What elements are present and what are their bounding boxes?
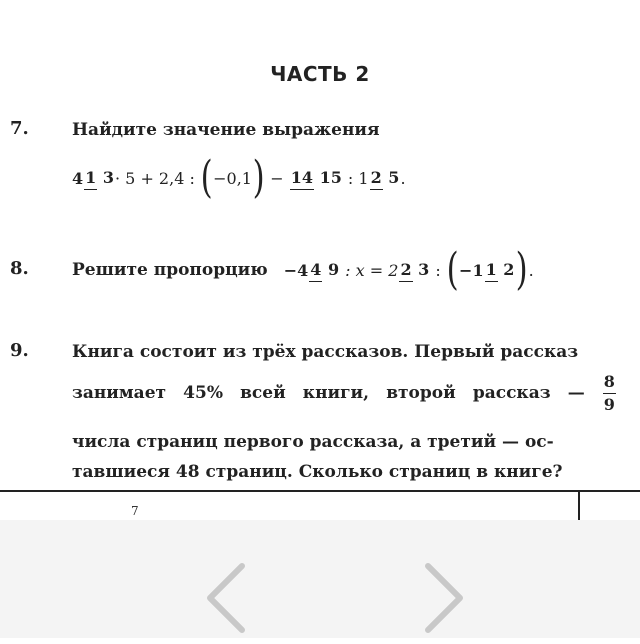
task-7-expression (72, 150, 406, 206)
t8-whole-3: −1 (459, 260, 484, 280)
task-9-line-3: числа страниц первого рассказа, а третий — ос- (72, 432, 554, 452)
task-9-line-4: тавшиеся 48 страниц. Сколько страниц в книге? (72, 462, 563, 482)
task-7-text: Найдите значение выражения (72, 120, 380, 140)
t7-fraction-3 (370, 167, 400, 190)
t9-fraction (603, 371, 616, 416)
t7-left-paren: ( (200, 152, 213, 203)
t8-f1-numerator: 4 (309, 259, 322, 282)
t7-end: . (400, 168, 406, 188)
t9-f-numerator: 8 (603, 371, 616, 394)
t7-fraction-2 (290, 167, 342, 190)
t7-f2-numerator: 14 (290, 167, 314, 190)
task-9-line-1: Книга состоит из трёх рассказов. Первый рассказ (72, 342, 579, 362)
t8-colon: : (430, 260, 446, 280)
t9-word-5: второй (386, 383, 456, 403)
table-divider (578, 492, 580, 522)
t7-negative-value: −0,1 (213, 168, 252, 188)
t7-minus: − (265, 168, 289, 188)
t7-f3-denominator: 5 (388, 167, 400, 187)
t7-f1-numerator: 1 (84, 167, 97, 190)
task-9-number: 9. (10, 340, 29, 361)
t8-fraction-2 (399, 259, 429, 282)
t7-whole-1: 4 (72, 168, 84, 188)
image-viewer-bar (0, 520, 640, 638)
t7-mid-1: · 5 + 2,4 : (115, 168, 200, 188)
t9-word-3: всей (240, 383, 286, 403)
task-9-line-2 (72, 366, 617, 420)
t8-left-paren: ( (446, 244, 459, 295)
t7-right-paren: ) (252, 152, 265, 203)
previous-button[interactable] (198, 560, 258, 640)
part-heading: ЧАСТЬ 2 (270, 62, 370, 86)
chevron-left-icon (198, 560, 258, 640)
next-button[interactable] (412, 560, 472, 640)
t8-fraction-3 (485, 259, 515, 282)
t7-f1-denominator: 3 (102, 167, 114, 187)
task-8-text: Решите пропорцию (72, 260, 268, 280)
task-8-number: 8. (10, 258, 29, 279)
t8-whole-1: −4 (283, 260, 309, 280)
t7-f2-denominator: 15 (319, 167, 342, 187)
t9-f-denominator: 9 (603, 394, 615, 414)
t7-f3-numerator: 2 (370, 167, 383, 190)
chevron-right-icon (412, 560, 472, 640)
t8-f1-denominator: 9 (327, 259, 340, 279)
t8-f3-numerator: 1 (485, 259, 498, 282)
t8-f2-denominator: 3 (418, 259, 430, 279)
t9-word-2: 45% (183, 383, 223, 403)
t8-right-paren: ) (516, 244, 529, 295)
t9-word-4: книги, (302, 383, 370, 403)
t9-word-7: — (567, 383, 585, 403)
t7-colon: : 1 (342, 168, 369, 188)
t8-fraction-1 (309, 259, 339, 282)
task-7-number: 7. (10, 118, 29, 139)
t8-f3-denominator: 2 (503, 259, 515, 279)
task-8-expression (72, 240, 534, 300)
t8-end: . (528, 260, 534, 280)
t9-word-6: рассказ (472, 383, 551, 403)
answer-table-edge (0, 490, 640, 522)
table-cut-text: 7 (131, 504, 139, 518)
t9-word-1: занимает (72, 383, 167, 403)
t7-fraction-1 (84, 167, 114, 190)
t8-f2-numerator: 2 (399, 259, 412, 282)
t8-mid: : x = 2 (340, 260, 399, 280)
